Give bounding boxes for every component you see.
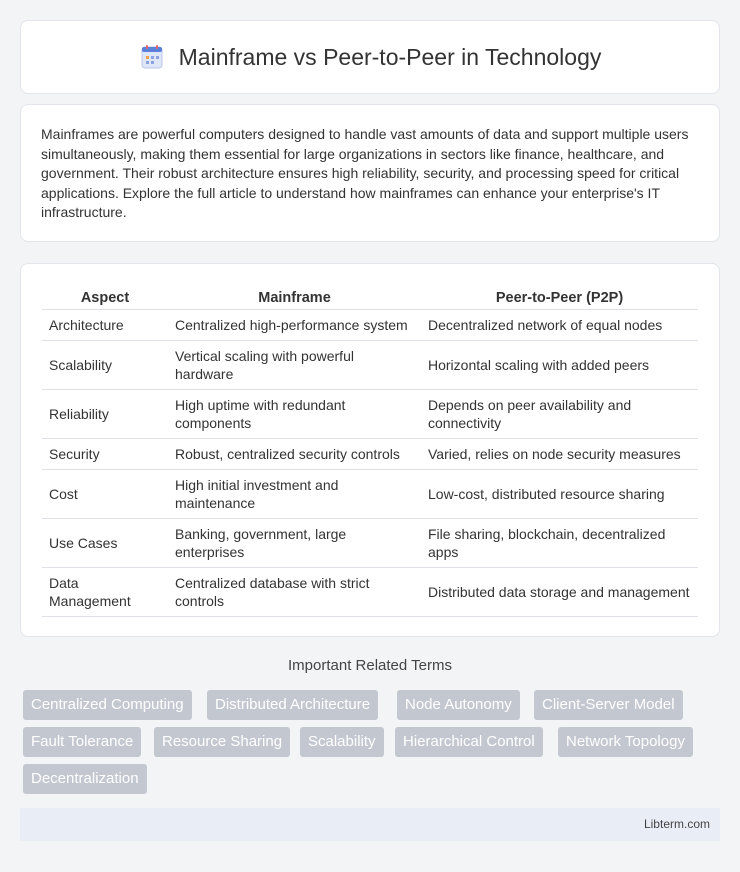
table-cell: Use Cases <box>42 519 168 568</box>
comparison-card <box>20 263 720 637</box>
table-cell: Vertical scaling with powerful hardware <box>168 341 421 390</box>
table-row <box>42 341 698 390</box>
table-cell: Architecture <box>42 310 168 341</box>
table-cell: Centralized high-performance system <box>168 310 421 341</box>
table-cell: Reliability <box>42 390 168 439</box>
table-cell: Banking, government, large enterprises <box>168 519 421 568</box>
table-row <box>42 439 698 470</box>
table-cell: File sharing, blockchain, decentralized apps <box>421 519 698 568</box>
intro-text: Mainframes are powerful computers designed to handle vast amounts of data and support multiple users simultaneously, making them essential for large organizations in sectors like finance, healthcare, and government. Their robust architecture ensures high reliability, security, and processing speed for critical applications. Explore the full article to understand how mainframes can enhance your enterprise's IT infrastructure. <box>41 126 689 220</box>
term-tag[interactable]: Client-Server Model <box>534 690 683 720</box>
term-tag[interactable]: Network Topology <box>558 727 693 757</box>
term-tag[interactable]: Resource Sharing <box>154 727 290 757</box>
page-title: Mainframe vs Peer-to-Peer in Technology <box>178 43 602 70</box>
header-mainframe: Mainframe <box>168 284 421 310</box>
intro-card <box>20 104 720 242</box>
table-cell: Low-cost, distributed resource sharing <box>421 470 698 519</box>
footer <box>20 808 720 841</box>
term-tag[interactable]: Node Autonomy <box>397 690 520 720</box>
table-header-row <box>42 284 698 310</box>
header-p2p: Peer-to-Peer (P2P) <box>421 284 698 310</box>
table-cell: Robust, centralized security controls <box>168 439 421 470</box>
table-cell: Scalability <box>42 341 168 390</box>
table-cell: Decentralized network of equal nodes <box>421 310 698 341</box>
term-tag[interactable]: Scalability <box>300 727 384 757</box>
table-cell: Data Management <box>42 568 168 617</box>
table-cell: Horizontal scaling with added peers <box>421 341 698 390</box>
term-tag[interactable]: Decentralization <box>23 764 147 794</box>
table-row <box>42 568 698 617</box>
table-cell: High uptime with redundant components <box>168 390 421 439</box>
term-tag[interactable]: Hierarchical Control <box>395 727 543 757</box>
table-row <box>42 519 698 568</box>
table-row <box>42 390 698 439</box>
table-row <box>42 470 698 519</box>
term-tag[interactable]: Centralized Computing <box>23 690 192 720</box>
header-aspect: Aspect <box>42 284 168 310</box>
term-tag[interactable]: Distributed Architecture <box>207 690 378 720</box>
term-tag[interactable]: Fault Tolerance <box>23 727 141 757</box>
title-card <box>20 20 720 94</box>
related-terms-heading: Important Related Terms <box>288 657 452 674</box>
document-chart-icon <box>139 44 165 70</box>
table-cell: Centralized database with strict controls <box>168 568 421 617</box>
table-cell: Depends on peer availability and connectivity <box>421 390 698 439</box>
table-cell: Distributed data storage and management <box>421 568 698 617</box>
table-row <box>42 310 698 341</box>
table-cell: Security <box>42 439 168 470</box>
table-cell: High initial investment and maintenance <box>168 470 421 519</box>
table-cell: Cost <box>42 470 168 519</box>
comparison-table <box>42 284 698 617</box>
table-cell: Varied, relies on node security measures <box>421 439 698 470</box>
footer-site-link[interactable]: Libterm.com <box>643 817 710 831</box>
